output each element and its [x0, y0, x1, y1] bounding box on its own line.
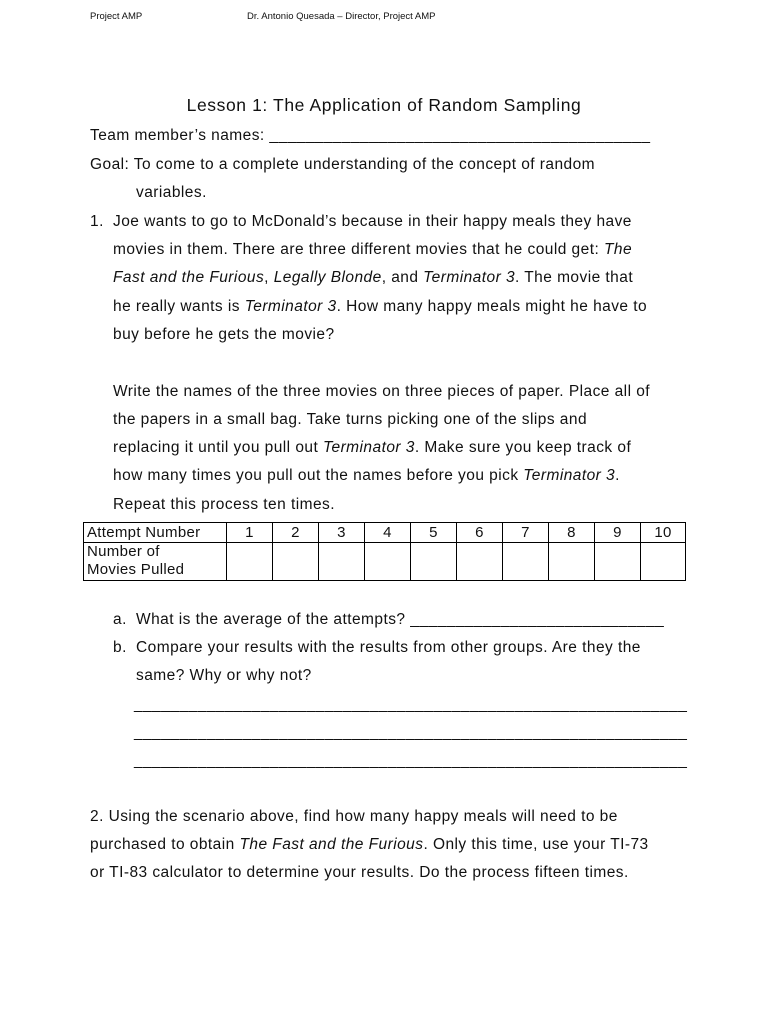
q2-line-3: or TI-83 calculator to determine your results. Do the process fifteen times. [90, 864, 629, 881]
movies-pulled-row [84, 543, 686, 581]
movies-pulled-cell[interactable] [411, 543, 457, 581]
header-project-label: Project AMP [90, 11, 143, 22]
team-members-line: Team member’s names: __________________________________________ [90, 127, 651, 144]
movies-pulled-cell[interactable] [273, 543, 319, 581]
movies-pulled-cell[interactable] [503, 543, 549, 581]
q2-line-1: 2. Using the scenario above, find how many happy meals will need to be [90, 808, 618, 825]
attempt-header-cell: 10 [641, 523, 686, 543]
q1-instructions-line-2: the papers in a small bag. Take turns picking one of the slips and [113, 411, 588, 428]
q1-line-4: he really wants is Terminator 3. How many happy meals might he have to [113, 298, 648, 315]
goal-line-2: variables. [136, 184, 207, 201]
sub-b-label: b. [113, 639, 127, 656]
attempt-header-cell: 1 [227, 523, 273, 543]
movies-pulled-cell[interactable] [365, 543, 411, 581]
movies-pulled-cell[interactable] [319, 543, 365, 581]
attempt-header-cell: 8 [549, 523, 595, 543]
answer-blank-2: _____________________________________________________________ [134, 724, 688, 741]
page-title: Lesson 1: The Application of Random Sampling [186, 95, 582, 115]
answer-blank-1: _____________________________________________________________ [134, 696, 688, 713]
header-director-label: Dr. Antonio Quesada – Director, Project AMP [247, 11, 436, 22]
q1-line-2: movies in them. There are three different movies that he could get: The [113, 241, 633, 258]
attempt-header-cell: 4 [365, 523, 411, 543]
q1-number: 1. [90, 213, 104, 230]
attempts-table [83, 522, 686, 581]
q1-line-3: Fast and the Furious, Legally Blonde, and Terminator 3. The movie that [113, 269, 634, 286]
q2-line-2: purchased to obtain The Fast and the Furious. Only this time, use your TI-73 [90, 836, 649, 853]
q1-instructions-line-1: Write the names of the three movies on three pieces of paper. Place all of [113, 383, 651, 400]
attempt-header-cell: 7 [503, 523, 549, 543]
movies-pulled-cell[interactable] [549, 543, 595, 581]
sub-a-label: a. [113, 611, 127, 628]
attempt-header-cell: 9 [595, 523, 641, 543]
attempt-header-cell: 2 [273, 523, 319, 543]
q1-instructions-line-3: replacing it until you pull out Terminator 3. Make sure you keep track of [113, 439, 632, 456]
attempt-number-row [84, 523, 686, 543]
attempt-number-label: Attempt Number [84, 523, 227, 543]
attempt-header-cell: 6 [457, 523, 503, 543]
sub-b-line-2: same? Why or why not? [136, 667, 312, 684]
attempt-header-cell: 5 [411, 523, 457, 543]
movies-pulled-cell[interactable] [595, 543, 641, 581]
answer-blank-3: _____________________________________________________________ [134, 752, 688, 769]
q1-line-1: Joe wants to go to McDonald’s because in their happy meals they have [113, 213, 632, 230]
movies-pulled-cell[interactable] [227, 543, 273, 581]
sub-b-line-1: Compare your results with the results from other groups. Are they the [136, 639, 641, 656]
movies-pulled-label: Number of Movies Pulled [84, 543, 227, 581]
q1-line-5: buy before he gets the movie? [113, 326, 335, 343]
sub-a-question: What is the average of the attempts? ____________________________ [136, 611, 665, 628]
q1-instructions-line-4: how many times you pull out the names before you pick Terminator 3. [113, 467, 620, 484]
goal-line-1: Goal: To come to a complete understanding of the concept of random [90, 156, 596, 173]
q1-instructions-line-5: Repeat this process ten times. [113, 496, 335, 513]
movies-pulled-cell[interactable] [641, 543, 686, 581]
attempt-header-cell: 3 [319, 523, 365, 543]
movies-pulled-cell[interactable] [457, 543, 503, 581]
